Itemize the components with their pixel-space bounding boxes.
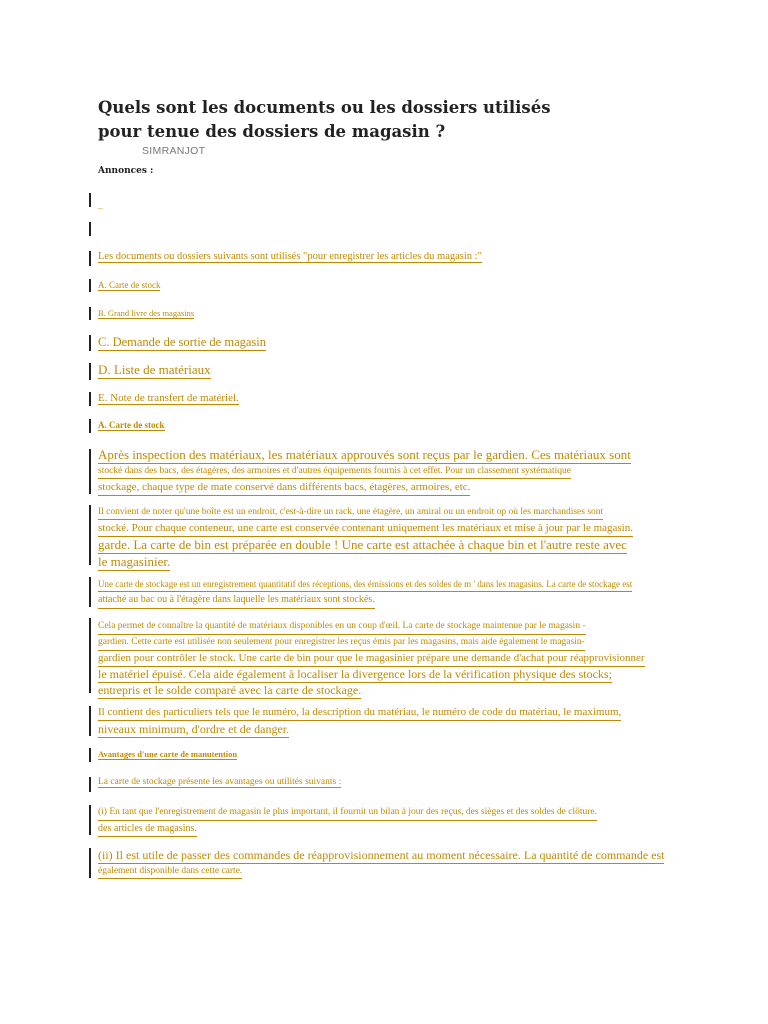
list-item-d: D. Liste de matériaux: [98, 362, 211, 377]
margin-bar: [89, 706, 91, 736]
ad-link[interactable]: _: [98, 198, 103, 209]
intro-text: Les documents ou dossiers suivants sont utilisés "pour enregistrer les articles du magasin :": [98, 251, 482, 262]
author-name[interactable]: SIMRANJOT: [142, 145, 206, 157]
margin-bar: [89, 505, 91, 565]
paragraph-6: La carte de stockage présente les avantages ou utilités suivants :: [98, 777, 342, 787]
margin-bar: [89, 618, 91, 693]
margin-bar: [89, 577, 91, 607]
paragraph-5: Il contient des particuliers tels que le numéro, la description du matériau, le numéro de code du matériau, le maximum, niveaux minimum, d'ordre et de danger.: [98, 706, 622, 736]
list-item-a: A. Carte de stock: [98, 280, 161, 290]
paragraph-4: Cela permet de connaître la quantité de matériaux disponibles en un coup d'œil. La carte de stockage maintenue par le magasin - gardien. Cette carte est utilisée non seulement pour enregistrer les reçus émis par les magasins, mais aide également le magasin- gardien pour contrôler le stock. Une carte de bin pour que le magasinier prépare une demande d'achat pour réapprovisionner le matériel épuisé. Cela aide également à localiser la divergence lors de la vérification physique des stocks; entrepris et le solde comparé avec la carte de stockage.: [98, 621, 645, 697]
paragraph-1: Après inspection des matériaux, les matériaux approuvés sont reçus par le gardien. Ces matériaux sont stocké dans des bacs, des étagères, des armoires et d'autres équipements fournis à cet effet. Pour un classement systématique stockage, chaque type de mate conservé dans différents bacs, étagères, armoires, etc.: [98, 447, 631, 496]
margin-bar: [89, 193, 91, 207]
margin-bar: [89, 419, 91, 433]
margin-bar: [89, 251, 91, 266]
margin-bar: [89, 848, 91, 878]
margin-bar: [89, 392, 91, 406]
section-heading-advantages: Avantages d'une carte de manutention: [98, 749, 238, 759]
margin-bar: [89, 307, 91, 320]
list-item-c: C. Demande de sortie de magasin: [98, 335, 267, 349]
margin-bar: [89, 777, 91, 792]
margin-bar: [89, 279, 91, 292]
margin-bar: [89, 449, 91, 494]
page-title: Quels sont les documents ou les dossiers utilisés pour tenue des dossiers de magasin ?: [98, 98, 551, 141]
list-item-e: E. Note de transfert de matériel.: [98, 392, 239, 404]
margin-bar: [89, 222, 91, 236]
paragraph-8: (ii) Il est utile de passer des commandes de réapprovisionnement au moment nécessaire. La quantité de commande est également disponible dans cette carte.: [98, 847, 664, 879]
margin-bar: [89, 748, 91, 762]
paragraph-3: Une carte de stockage est un enregistrement quantitatif des réceptions, des émissions et des soldes de m ' dans les magasins. La carte de stockage est attaché au bac ou à l'étagère dans laquelle les matériaux sont stockés.: [98, 577, 632, 609]
paragraph-7: (i) En tant que l'enregistrement de magasin le plus important, il fournit un bilan à jour des reçus, des sièges et des soldes de clôture. des articles de magasins.: [98, 805, 597, 837]
list-item-b: B. Grand livre des magasins: [98, 308, 195, 318]
margin-bar: [89, 805, 91, 835]
margin-bar: [89, 335, 91, 351]
ads-label: Annonces :: [98, 166, 154, 176]
paragraph-2: Il convient de noter qu'une boîte est un endroit, c'est-à-dire un rack, une étagère, un amiral ou un endroit op où les marchandises sont stocké. Pour chaque conteneur, une carte est conservée contenant uniquement les matériaux et mise à jour par le magasin. garde. La carte de bin est préparée en double ! Une carte est attachée à chaque bin et l'autre reste avec le magasinier.: [98, 507, 633, 569]
margin-bar: [89, 363, 91, 380]
section-heading-a: A. Carte de stock: [98, 420, 165, 430]
